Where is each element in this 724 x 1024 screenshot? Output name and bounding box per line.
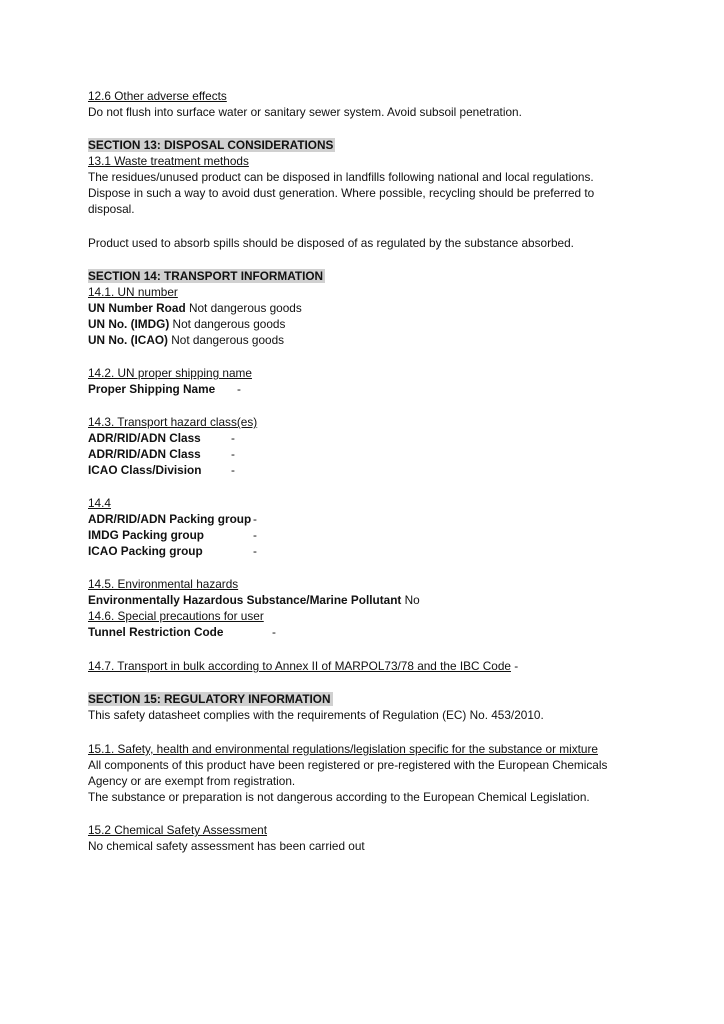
un-number-label: UN No. (IMDG) bbox=[88, 317, 170, 331]
s15-1-heading: 15.1. Safety, health and environmental regulations/legislation specific for the substance or mixture bbox=[88, 742, 598, 756]
s14-5-heading: 14.5. Environmental hazards bbox=[88, 577, 239, 591]
s15-text: This safety datasheet complies with the requirements of Regulation (EC) No. 453/2010. bbox=[88, 708, 544, 722]
s14-6-heading: 14.6. Special precautions for user bbox=[88, 609, 264, 623]
env-hazard-label: Environmentally Hazardous Substance/Marine Pollutant bbox=[88, 593, 402, 607]
section-14-title bbox=[88, 268, 325, 284]
hazard-class-value: - bbox=[231, 463, 235, 477]
s13-p1-line: disposal. bbox=[88, 202, 135, 216]
packing-group-row bbox=[88, 543, 288, 559]
s15-2-text: No chemical safety assessment has been carried out bbox=[88, 839, 365, 853]
section-13-title-text: SECTION 13: DISPOSAL CONSIDERATIONS bbox=[88, 138, 334, 152]
section-13-title bbox=[88, 137, 335, 153]
un-number-value: Not dangerous goods bbox=[172, 317, 286, 331]
s15-1-line: Agency or are exempt from registration. bbox=[88, 774, 296, 788]
s14-2-heading: 14.2. UN proper shipping name bbox=[88, 366, 252, 380]
packing-group-value: - bbox=[253, 528, 257, 542]
s15-1-line: All components of this product have been registered or pre-registered with the European Chemicals bbox=[88, 758, 608, 772]
tunnel-code-value: - bbox=[272, 625, 276, 639]
packing-group-row bbox=[88, 527, 288, 543]
s12-6-text: Do not flush into surface water or sanitary sewer system. Avoid subsoil penetration. bbox=[88, 105, 522, 119]
s14-3-heading: 14.3. Transport hazard class(es) bbox=[88, 415, 258, 429]
un-number-row bbox=[88, 332, 284, 348]
packing-group-label: IMDG Packing group bbox=[88, 528, 205, 542]
hazard-class-label: ADR/RID/ADN Class bbox=[88, 447, 201, 461]
s12-6-heading: 12.6 Other adverse effects bbox=[88, 89, 227, 103]
un-number-label: UN No. (ICAO) bbox=[88, 333, 168, 347]
s15-1-line: The substance or preparation is not dangerous according to the European Chemical Legislation. bbox=[88, 790, 590, 804]
tunnel-code-row bbox=[88, 624, 308, 640]
packing-group-label: ADR/RID/ADN Packing group bbox=[88, 512, 252, 526]
un-number-row bbox=[88, 300, 302, 316]
hazard-class-label: ICAO Class/Division bbox=[88, 463, 202, 477]
bulk-transport-row bbox=[88, 658, 518, 674]
s14-7-heading: 14.7. Transport in bulk according to Annex II of MARPOL73/78 and the IBC Code bbox=[88, 659, 511, 673]
s13-p2: Product used to absorb spills should be disposed of as regulated by the substance absorbed. bbox=[88, 236, 574, 250]
packing-group-row bbox=[88, 511, 288, 527]
s13-p1-line: Dispose in such a way to avoid dust generation. Where possible, recycling should be preferred to bbox=[88, 186, 595, 200]
shipping-name-value: - bbox=[237, 382, 241, 396]
packing-group-value: - bbox=[253, 544, 257, 558]
section-15-title-text: SECTION 15: REGULATORY INFORMATION bbox=[88, 692, 331, 706]
un-number-value: Not dangerous goods bbox=[171, 333, 285, 347]
un-number-row bbox=[88, 316, 285, 332]
s13-p1-line: The residues/unused product can be disposed in landfills following national and local regulations. bbox=[88, 170, 594, 184]
hazard-class-row bbox=[88, 446, 288, 462]
s14-4-heading: 14.4 bbox=[88, 496, 111, 510]
env-hazard-row bbox=[88, 592, 420, 608]
un-number-value: Not dangerous goods bbox=[188, 301, 302, 315]
hazard-class-label: ADR/RID/ADN Class bbox=[88, 431, 201, 445]
section-14-title-text: SECTION 14: TRANSPORT INFORMATION bbox=[88, 269, 324, 283]
un-number-label: UN Number Road bbox=[88, 301, 186, 315]
env-hazard-value: No bbox=[404, 593, 420, 607]
s13-1-heading: 13.1 Waste treatment methods bbox=[88, 154, 249, 168]
bulk-transport-value: - bbox=[514, 659, 519, 673]
hazard-class-row bbox=[88, 430, 288, 446]
shipping-name-row bbox=[88, 381, 288, 397]
shipping-name-label: Proper Shipping Name bbox=[88, 382, 216, 396]
s15-2-heading: 15.2 Chemical Safety Assessment bbox=[88, 823, 268, 837]
tunnel-code-label: Tunnel Restriction Code bbox=[88, 625, 224, 639]
hazard-class-row bbox=[88, 462, 288, 478]
hazard-class-value: - bbox=[231, 431, 235, 445]
packing-group-value: - bbox=[253, 512, 257, 526]
hazard-class-value: - bbox=[231, 447, 235, 461]
section-15-title bbox=[88, 691, 333, 707]
s14-1-heading: 14.1. UN number bbox=[88, 285, 178, 299]
packing-group-label: ICAO Packing group bbox=[88, 544, 203, 558]
